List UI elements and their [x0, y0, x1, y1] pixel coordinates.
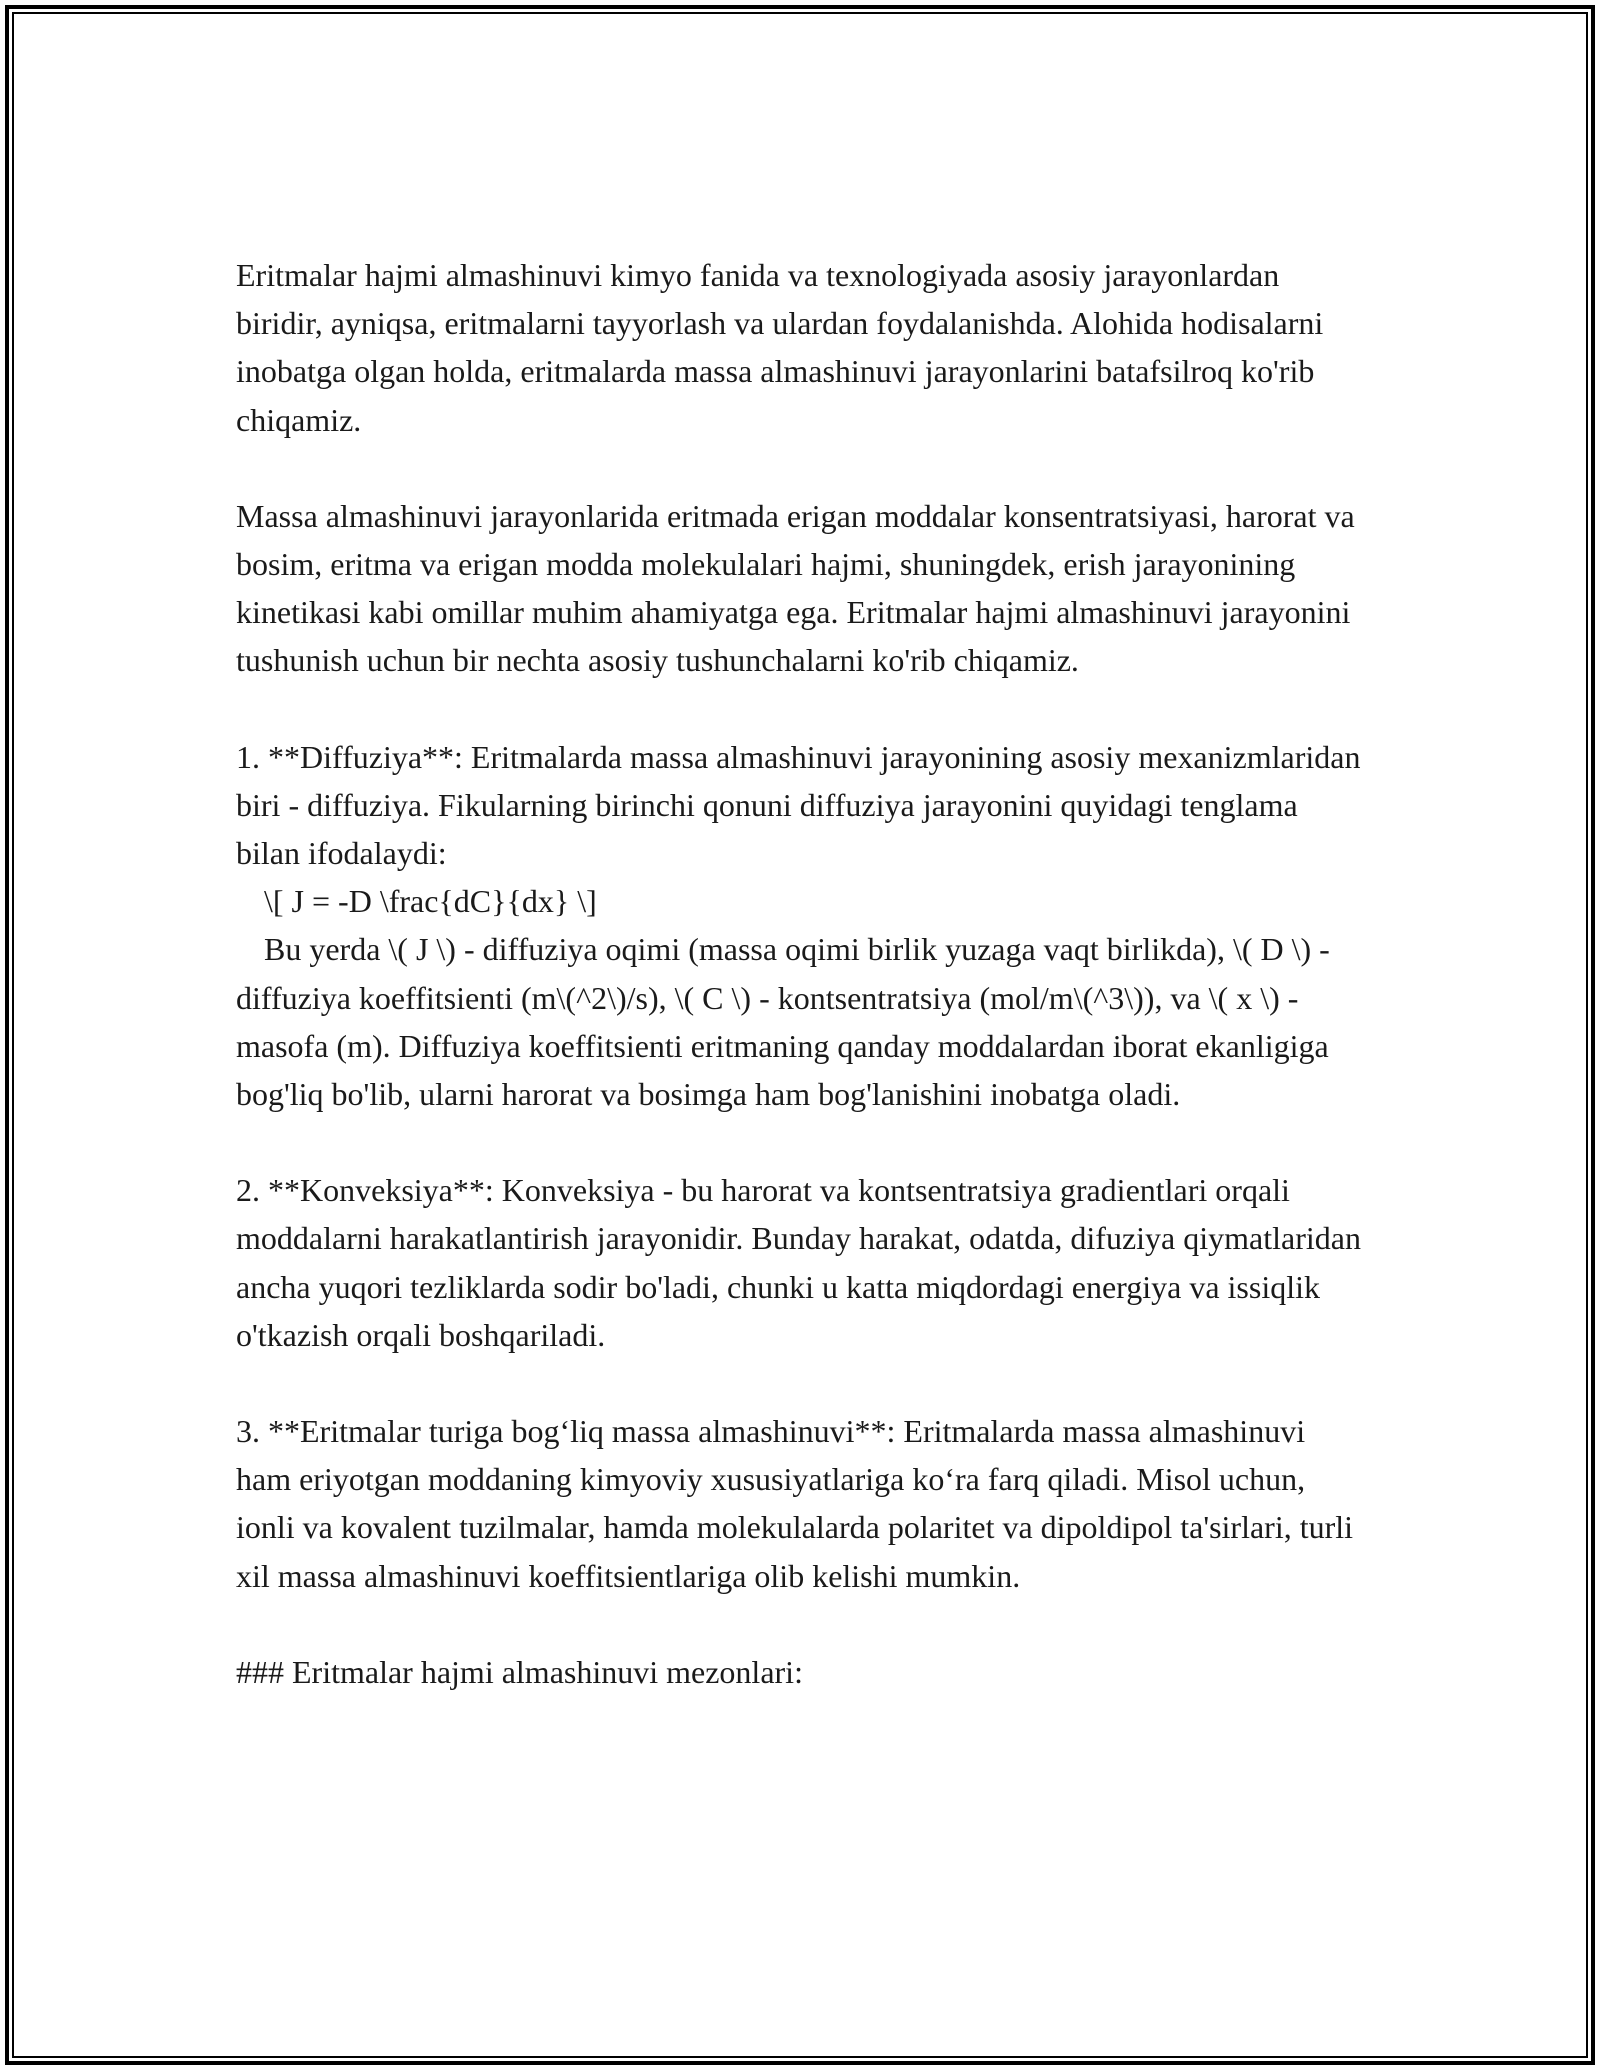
document-body	[236, 251, 1366, 1696]
list-item-solution-type: 3. **Eritmalar turiga bog‘liq massa almashinuvi**: Eritmalarda massa almashinuvi ham eriyotgan moddaning kimyoviy xususiyatlariga ko‘ra farq qiladi. Misol uchun, ionli va kovalent tuzilmalar, hamda molekulalarda polaritet va dipoldipol ta'sirlari, turli xil massa almashinuvi koeffitsientlariga olib kelishi mumkin.	[236, 1413, 1354, 1594]
diffusion-intro-text: 1. **Diffuziya**: Eritmalarda massa almashinuvi jarayonining asosiy mexanizmlaridan biri - diffuziya. Fikularning birinchi qonuni diffuziya jarayonini quyidagi tenglama bilan ifodalaydi:	[236, 738, 1361, 872]
factors-paragraph: Massa almashinuvi jarayonlarida eritmada erigan moddalar konsentratsiyasi, harorat va bosim, eritma va erigan modda molekulalari hajmi, shuningdek, erish jarayonining kinetikasi kabi omillar muhim ahamiyatga ega. Eritmalar hajmi almashinuvi jarayonini tushunish uchun bir nechta asosiy tushunchalarni ko'rib chiqamiz.	[236, 497, 1355, 679]
diffusion-explanation-text: Bu yerda \( J \) - diffuziya oqimi (massa oqimi birlik yuzaga vaqt birlikda), \( D \) - diffuziya koeffitsienti (m\(^2\)/s), \( C \) - kontsentratsiya (mol/m\(^3\)), va \( x \) - masofa (m). Diffuziya koeffitsienti eritmaning qanday moddalardan iborat ekanligiga bog'liq bo'lib, ularni harorat va bosimga ham bog'lanishini inobatga oladi.	[236, 931, 1330, 1113]
intro-paragraph: Eritmalar hajmi almashinuvi kimyo fanida va texnologiyada asosiy jarayonlardan biridir, ayniqsa, eritmalarni tayyorlash va ulardan foydalanishda. Alohida hodisalarni inobatga olgan holda, eritmalarda massa almashinuvi jarayonlarini batafsilroq ko'rib chiqamiz.	[236, 257, 1324, 438]
fick-law-formula: \[ J = -D \frac{dC}{dx} \]	[264, 883, 597, 920]
section-heading: ### Eritmalar hajmi almashinuvi mezonlari:	[236, 1653, 803, 1690]
list-item-diffusion	[236, 733, 1366, 1119]
list-item-convection: 2. **Konveksiya**: Konveksiya - bu harorat va kontsentratsiya gradientlari orqali moddalarni harakatlantirish jarayonidir. Bunday harakat, odatda, difuziya qiymatlaridan ancha yuqori tezliklarda sodir bo'ladi, chunki u katta miqdordagi energiya va issiqlik o'tkazish orqali boshqariladi.	[236, 1172, 1361, 1353]
